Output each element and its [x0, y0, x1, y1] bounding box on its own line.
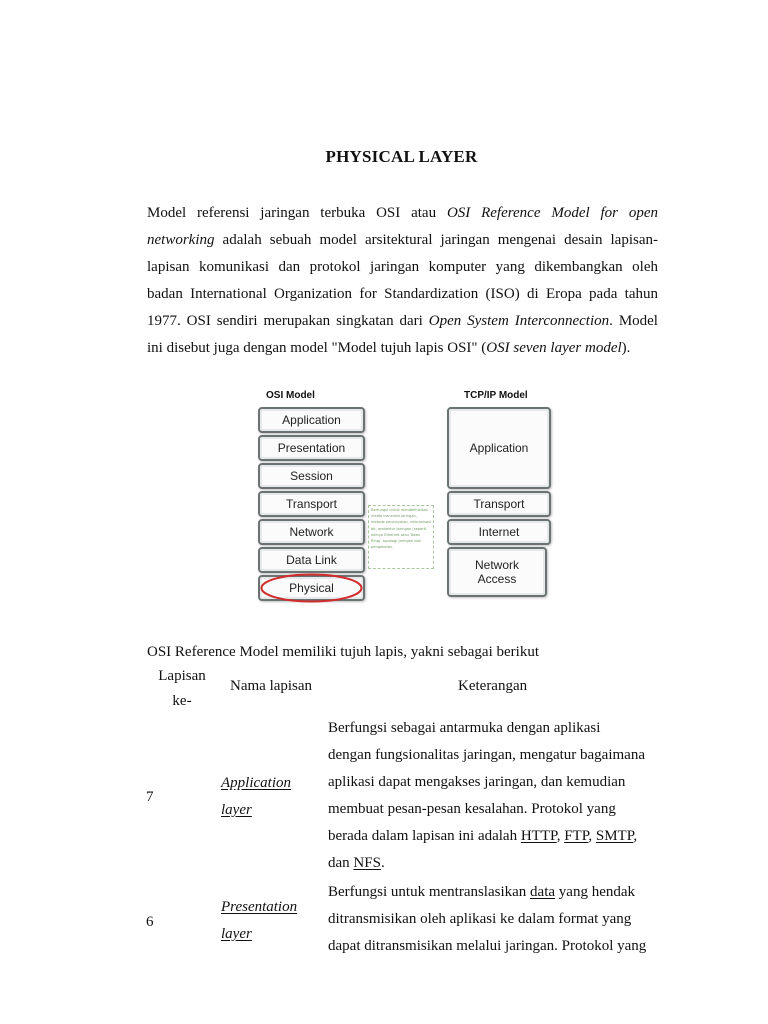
text: ).	[621, 340, 631, 356]
intro-paragraph	[147, 200, 658, 362]
osi-layer-transport: Transport	[258, 491, 365, 517]
osi-layer-session: Session	[258, 463, 365, 489]
intro-line	[147, 200, 658, 227]
desc-line	[328, 850, 645, 877]
desc-line: membuat pesan-pesan kesalahan. Protokol yang	[328, 801, 616, 817]
osi-layer-network: Network	[258, 519, 365, 545]
ftp-link[interactable]: FTP	[564, 828, 589, 844]
desc-line: ditransmisikan oleh aplikasi ke dalam format yang	[328, 911, 632, 927]
nfs-link[interactable]: NFS	[353, 855, 381, 871]
text: berada dalam lapisan ini adalah	[328, 828, 521, 844]
text: Model referensi jaringan terbuka OSI atau	[147, 205, 447, 221]
physical-annotation-note: Berfungsi untuk mendefinisikan media transmisi jaringan, metode pensinyalan, sinkronisasi bit, arsitektur jaringan (seperti halnya Ethernet atau Token Ring), topologi jaringan dan pengabelan.	[368, 505, 434, 569]
intro-line	[147, 227, 658, 254]
osi-model-heading: OSI Model	[266, 390, 315, 401]
text: ,	[633, 828, 638, 844]
osi-layer-physical: Physical	[258, 575, 365, 601]
row-layer-number: 6	[146, 914, 154, 930]
intro-line: badan International Organization for Standardization (ISO) di Eropa pada tahun	[147, 286, 658, 302]
header-description: Keterangan	[458, 678, 528, 694]
osi-layer-data-link: Data Link	[258, 547, 365, 573]
tcpip-layer-application: Application	[447, 407, 551, 489]
tcpip-layer-network-access: Network Access	[447, 547, 547, 597]
desc-line	[328, 879, 646, 906]
intro-line	[147, 308, 658, 335]
header-layer-number	[158, 664, 206, 714]
layer-name-text: Presentation	[221, 899, 298, 915]
text: 1977. OSI sendiri merupakan singkatan dari	[147, 313, 429, 329]
desc-line: Berfungsi sebagai antarmuka dengan aplikasi	[328, 720, 601, 736]
desc-line	[328, 823, 645, 850]
italic-term: networking	[147, 232, 215, 248]
row-layer-number: 7	[146, 789, 154, 805]
tcpip-layer-transport: Transport	[447, 491, 551, 517]
intro-line	[147, 335, 658, 362]
data-link[interactable]: data	[530, 884, 556, 900]
text: ini disebut juga dengan model "Model tujuh lapis OSI" (	[147, 340, 487, 356]
italic-term: Open System Interconnection	[428, 313, 610, 329]
text: ,	[588, 828, 596, 844]
layer-name-text: layer	[221, 802, 252, 818]
http-link[interactable]: HTTP	[520, 828, 557, 844]
header-text: ke-	[172, 693, 192, 709]
desc-line: aplikasi dapat mengakses jaringan, dan kemudian	[328, 774, 626, 790]
text: ,	[556, 828, 565, 844]
row-layer-name	[221, 894, 297, 948]
osi-layer-application: Application	[258, 407, 365, 433]
physical-highlight-circle	[260, 572, 363, 603]
header-layer-name: Nama lapisan	[230, 678, 313, 694]
layer-name-text: layer	[221, 926, 252, 942]
italic-term: OSI Reference Model for open	[446, 205, 658, 221]
tcpip-model-heading: TCP/IP Model	[464, 390, 528, 401]
text: yang hendak	[555, 884, 636, 900]
desc-line: dapat ditransmisikan melalui jaringan. Protokol yang	[328, 938, 647, 954]
text: adalah sebuah model arsitektural jaringan mengenai desain lapisan-	[214, 232, 658, 248]
row-layer-name	[221, 770, 291, 824]
header-text: Lapisan	[158, 668, 206, 684]
table-intro: OSI Reference Model memiliki tujuh lapis, yakni sebagai berikut	[147, 644, 539, 660]
text: Berfungsi untuk mentranslasikan	[328, 884, 531, 900]
intro-line: lapisan komunikasi dan protokol jaringan komputer yang dikembangkan oleh	[147, 259, 658, 275]
osi-tcpip-figure	[252, 385, 563, 609]
layer-name-text: Application	[221, 775, 291, 791]
osi-layer-presentation: Presentation	[258, 435, 365, 461]
text: . Model	[609, 313, 658, 329]
row-description	[328, 879, 646, 960]
text: dan	[328, 855, 354, 871]
text: .	[380, 855, 385, 871]
row-description	[328, 715, 645, 877]
page-title: PHYSICAL LAYER	[325, 147, 478, 166]
tcpip-layer-internet: Internet	[447, 519, 551, 545]
italic-term: OSI seven layer model	[486, 340, 622, 356]
desc-line: dengan fungsionalitas jaringan, mengatur bagaimana	[328, 747, 645, 763]
smtp-link[interactable]: SMTP	[595, 828, 634, 844]
